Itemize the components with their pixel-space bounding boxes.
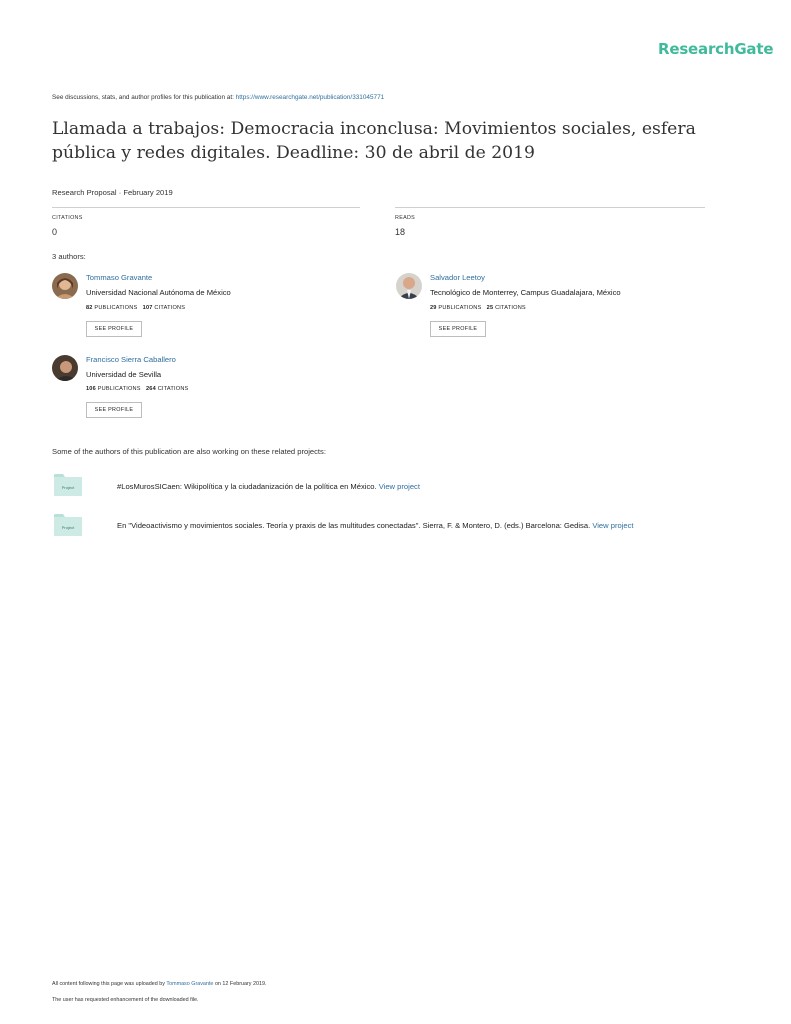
author-stats bbox=[86, 305, 185, 311]
researchgate-logo[interactable]: ResearchGate bbox=[658, 40, 774, 58]
divider-citations bbox=[52, 207, 360, 208]
see-profile-button[interactable]: SEE PROFILE bbox=[86, 402, 142, 418]
author-card bbox=[52, 273, 78, 299]
project-folder-icon bbox=[54, 474, 82, 501]
project-icon-label: Project bbox=[61, 485, 75, 490]
author-stats bbox=[430, 305, 526, 311]
project-item bbox=[117, 482, 420, 491]
citations-label: CITATIONS bbox=[157, 386, 189, 392]
avatar[interactable] bbox=[396, 273, 422, 299]
reads-value: 18 bbox=[395, 227, 406, 237]
project-text: #LosMurosSICaen: Wikipolítica y la ciudadanización de la política en México. bbox=[117, 482, 377, 491]
citations-label: CITATIONS bbox=[495, 305, 526, 311]
authors-heading: 3 authors: bbox=[52, 252, 86, 261]
citations-label: CITATIONS bbox=[52, 215, 83, 221]
author-stats bbox=[86, 386, 189, 392]
project-folder-icon bbox=[54, 514, 82, 541]
uploader-link[interactable]: Tommaso Gravante bbox=[166, 981, 214, 987]
author-card bbox=[396, 273, 422, 299]
author-card bbox=[52, 355, 78, 381]
see-profile-button[interactable]: SEE PROFILE bbox=[430, 321, 486, 337]
author-name-link[interactable]: Tommaso Gravante bbox=[86, 273, 153, 282]
disclaimer-line bbox=[52, 94, 384, 101]
disclaimer-text: See discussions, stats, and author profiles for this publication at: bbox=[52, 94, 234, 101]
avatar[interactable] bbox=[52, 355, 78, 381]
project-text: En "Videoactivismo y movimientos sociales. Teoría y praxis de las multitudes conectadas". Sierra, F. & Montero, D. (eds.) Barcelona: Gedisa. bbox=[117, 521, 591, 530]
related-projects-heading: Some of the authors of this publication are also working on these related projects: bbox=[52, 447, 326, 456]
publications-count: 82 bbox=[86, 305, 93, 311]
upload-prefix: All content following this page was uploaded by bbox=[52, 981, 165, 987]
citations-value: 0 bbox=[52, 227, 58, 237]
citations-count: 25 bbox=[486, 305, 494, 311]
reads-label: READS bbox=[395, 215, 416, 221]
author-name-link[interactable]: Francisco Sierra Caballero bbox=[86, 355, 176, 364]
publications-count: 106 bbox=[86, 386, 96, 392]
publication-title: Llamada a trabajos: Democracia inconclusa: Movimientos sociales, esfera pública y redes digitales. Deadline: 30 de abril de 2019 bbox=[52, 119, 696, 163]
author-name-link[interactable]: Salvador Leetoy bbox=[430, 273, 485, 282]
publications-label: PUBLICATIONS bbox=[94, 305, 138, 311]
enhancement-notice: The user has requested enhancement of the downloaded file. bbox=[52, 997, 199, 1003]
upload-notice bbox=[52, 981, 266, 987]
publications-label: PUBLICATIONS bbox=[438, 305, 482, 311]
citations-label: CITATIONS bbox=[154, 305, 186, 311]
publication-type-date: Research Proposal · February 2019 bbox=[52, 188, 173, 197]
avatar[interactable] bbox=[52, 273, 78, 299]
see-profile-button[interactable]: SEE PROFILE bbox=[86, 321, 142, 337]
view-project-link[interactable]: View project bbox=[592, 521, 634, 530]
view-project-link[interactable]: View project bbox=[378, 482, 420, 491]
project-item bbox=[117, 521, 634, 530]
upload-suffix: on 12 February 2019. bbox=[214, 981, 267, 987]
publications-count: 29 bbox=[430, 305, 437, 311]
project-icon-label: Project bbox=[61, 525, 75, 530]
citations-count: 264 bbox=[145, 386, 156, 392]
publications-label: PUBLICATIONS bbox=[97, 386, 141, 392]
citations-count: 107 bbox=[142, 305, 153, 311]
author-institution: Universidad Nacional Autónoma de México bbox=[86, 288, 231, 297]
divider-reads bbox=[395, 207, 705, 208]
author-institution: Universidad de Sevilla bbox=[86, 370, 162, 379]
author-institution: Tecnológico de Monterrey, Campus Guadalajara, México bbox=[430, 288, 621, 297]
publication-url-link[interactable]: https://www.researchgate.net/publication/331045771 bbox=[235, 94, 385, 101]
